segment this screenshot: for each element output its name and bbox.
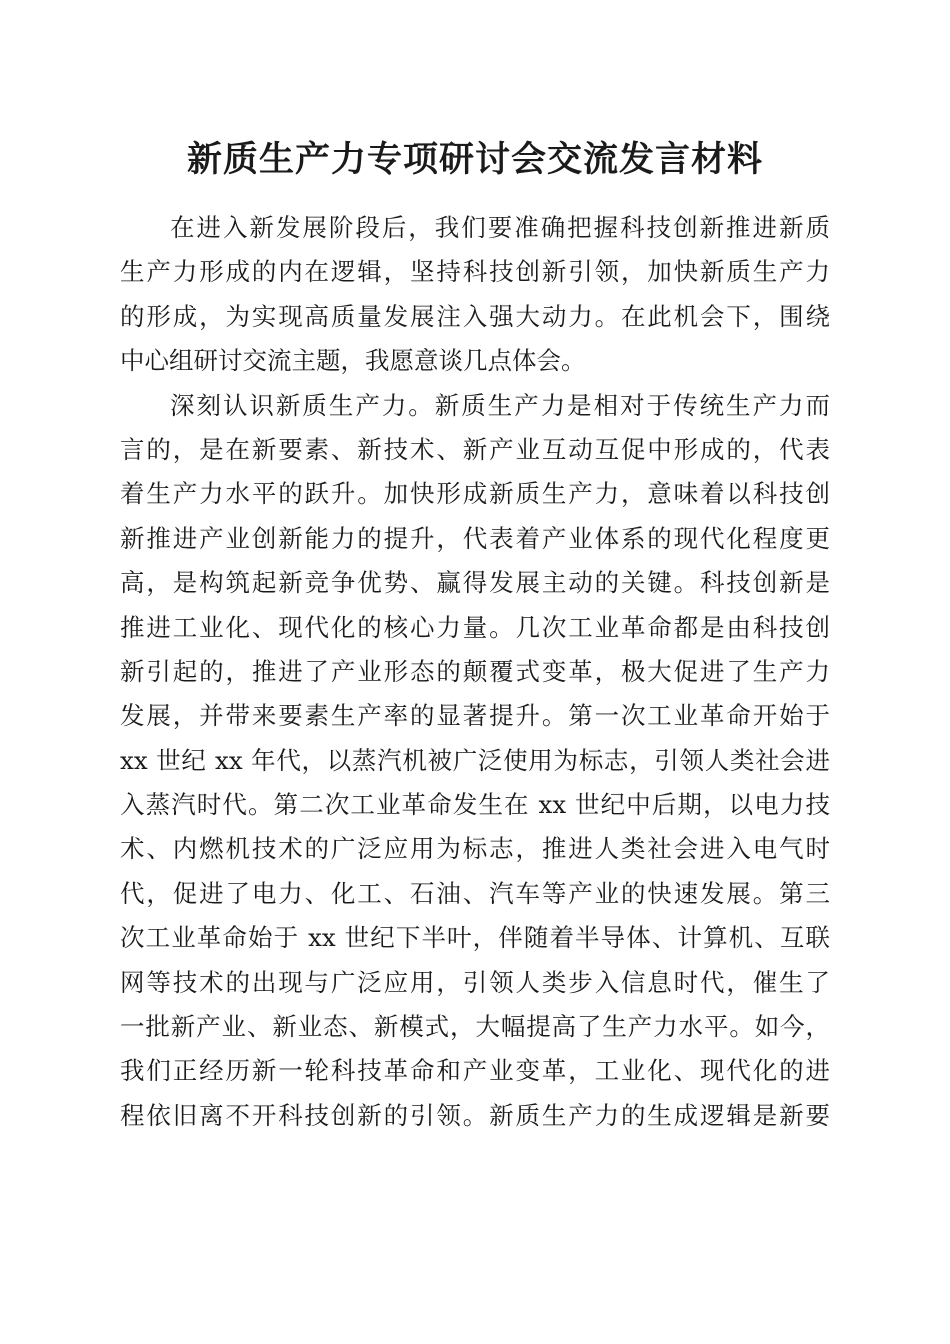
paragraph-2-line-11: 术、内燃机技术的广泛应用为标志，推进人类社会进入电气时	[120, 834, 830, 864]
paragraph-2-line-9: xx 世纪 xx 年代，以蒸汽机被广泛使用为标志，引领人类社会进	[120, 745, 830, 775]
document-body	[120, 206, 830, 1138]
paragraph-1-line-2: 生产力形成的内在逻辑，坚持科技创新引领，加快新质生产力	[120, 257, 830, 287]
document-title: 新质生产力专项研讨会交流发言材料	[186, 139, 763, 180]
paragraph-2-line-16: 我们正经历新一轮科技革命和产业变革，工业化、现代化的进	[120, 1056, 830, 1086]
paragraph-2-line-13: 次工业革命始于 xx 世纪下半叶，伴随着半导体、计算机、互联	[120, 923, 830, 953]
paragraph-2-line-12: 代，促进了电力、化工、石油、汽车等产业的快速发展。第三	[120, 878, 830, 908]
paragraph-2-line-17: 程依旧离不开科技创新的引领。新质生产力的生成逻辑是新要	[120, 1100, 830, 1130]
paragraph-2-line-6: 推进工业化、现代化的核心力量。几次工业革命都是由科技创	[120, 612, 830, 642]
paragraph-2-line-14: 网等技术的出现与广泛应用，引领人类步入信息时代，催生了	[120, 967, 830, 997]
paragraph-2-line-4: 新推进产业创新能力的提升，代表着产业体系的现代化程度更	[120, 523, 830, 553]
paragraph-2-line-3: 着生产力水平的跃升。加快形成新质生产力，意味着以科技创	[120, 479, 830, 509]
paragraph-1-line-3: 的形成，为实现高质量发展注入强大动力。在此机会下，围绕	[120, 301, 830, 331]
paragraph-2-line-2: 言的，是在新要素、新技术、新产业互动互促中形成的，代表	[120, 434, 830, 464]
paragraph-2-line-7: 新引起的，推进了产业形态的颠覆式变革，极大促进了生产力	[120, 656, 830, 686]
paragraph-2-line-10: 入蒸汽时代。第二次工业革命发生在 xx 世纪中后期，以电力技	[120, 790, 830, 820]
paragraph-1-line-1: 在进入新发展阶段后，我们要准确把握科技创新推进新质	[170, 213, 830, 242]
paragraph-2-line-1: 深刻认识新质生产力。新质生产力是相对于传统生产力而	[170, 390, 830, 420]
paragraph-1-line-4: 中心组研讨交流主题，我愿意谈几点体会。	[120, 346, 586, 376]
paragraph-2-line-8: 发展，并带来要素生产率的显著提升。第一次工业革命开始于	[120, 701, 830, 731]
paragraph-2-line-15: 一批新产业、新业态、新模式，大幅提高了生产力水平。如今，	[120, 1012, 830, 1042]
paragraph-2-line-5: 高，是构筑起新竞争优势、赢得发展主动的关键。科技创新是	[120, 568, 830, 598]
